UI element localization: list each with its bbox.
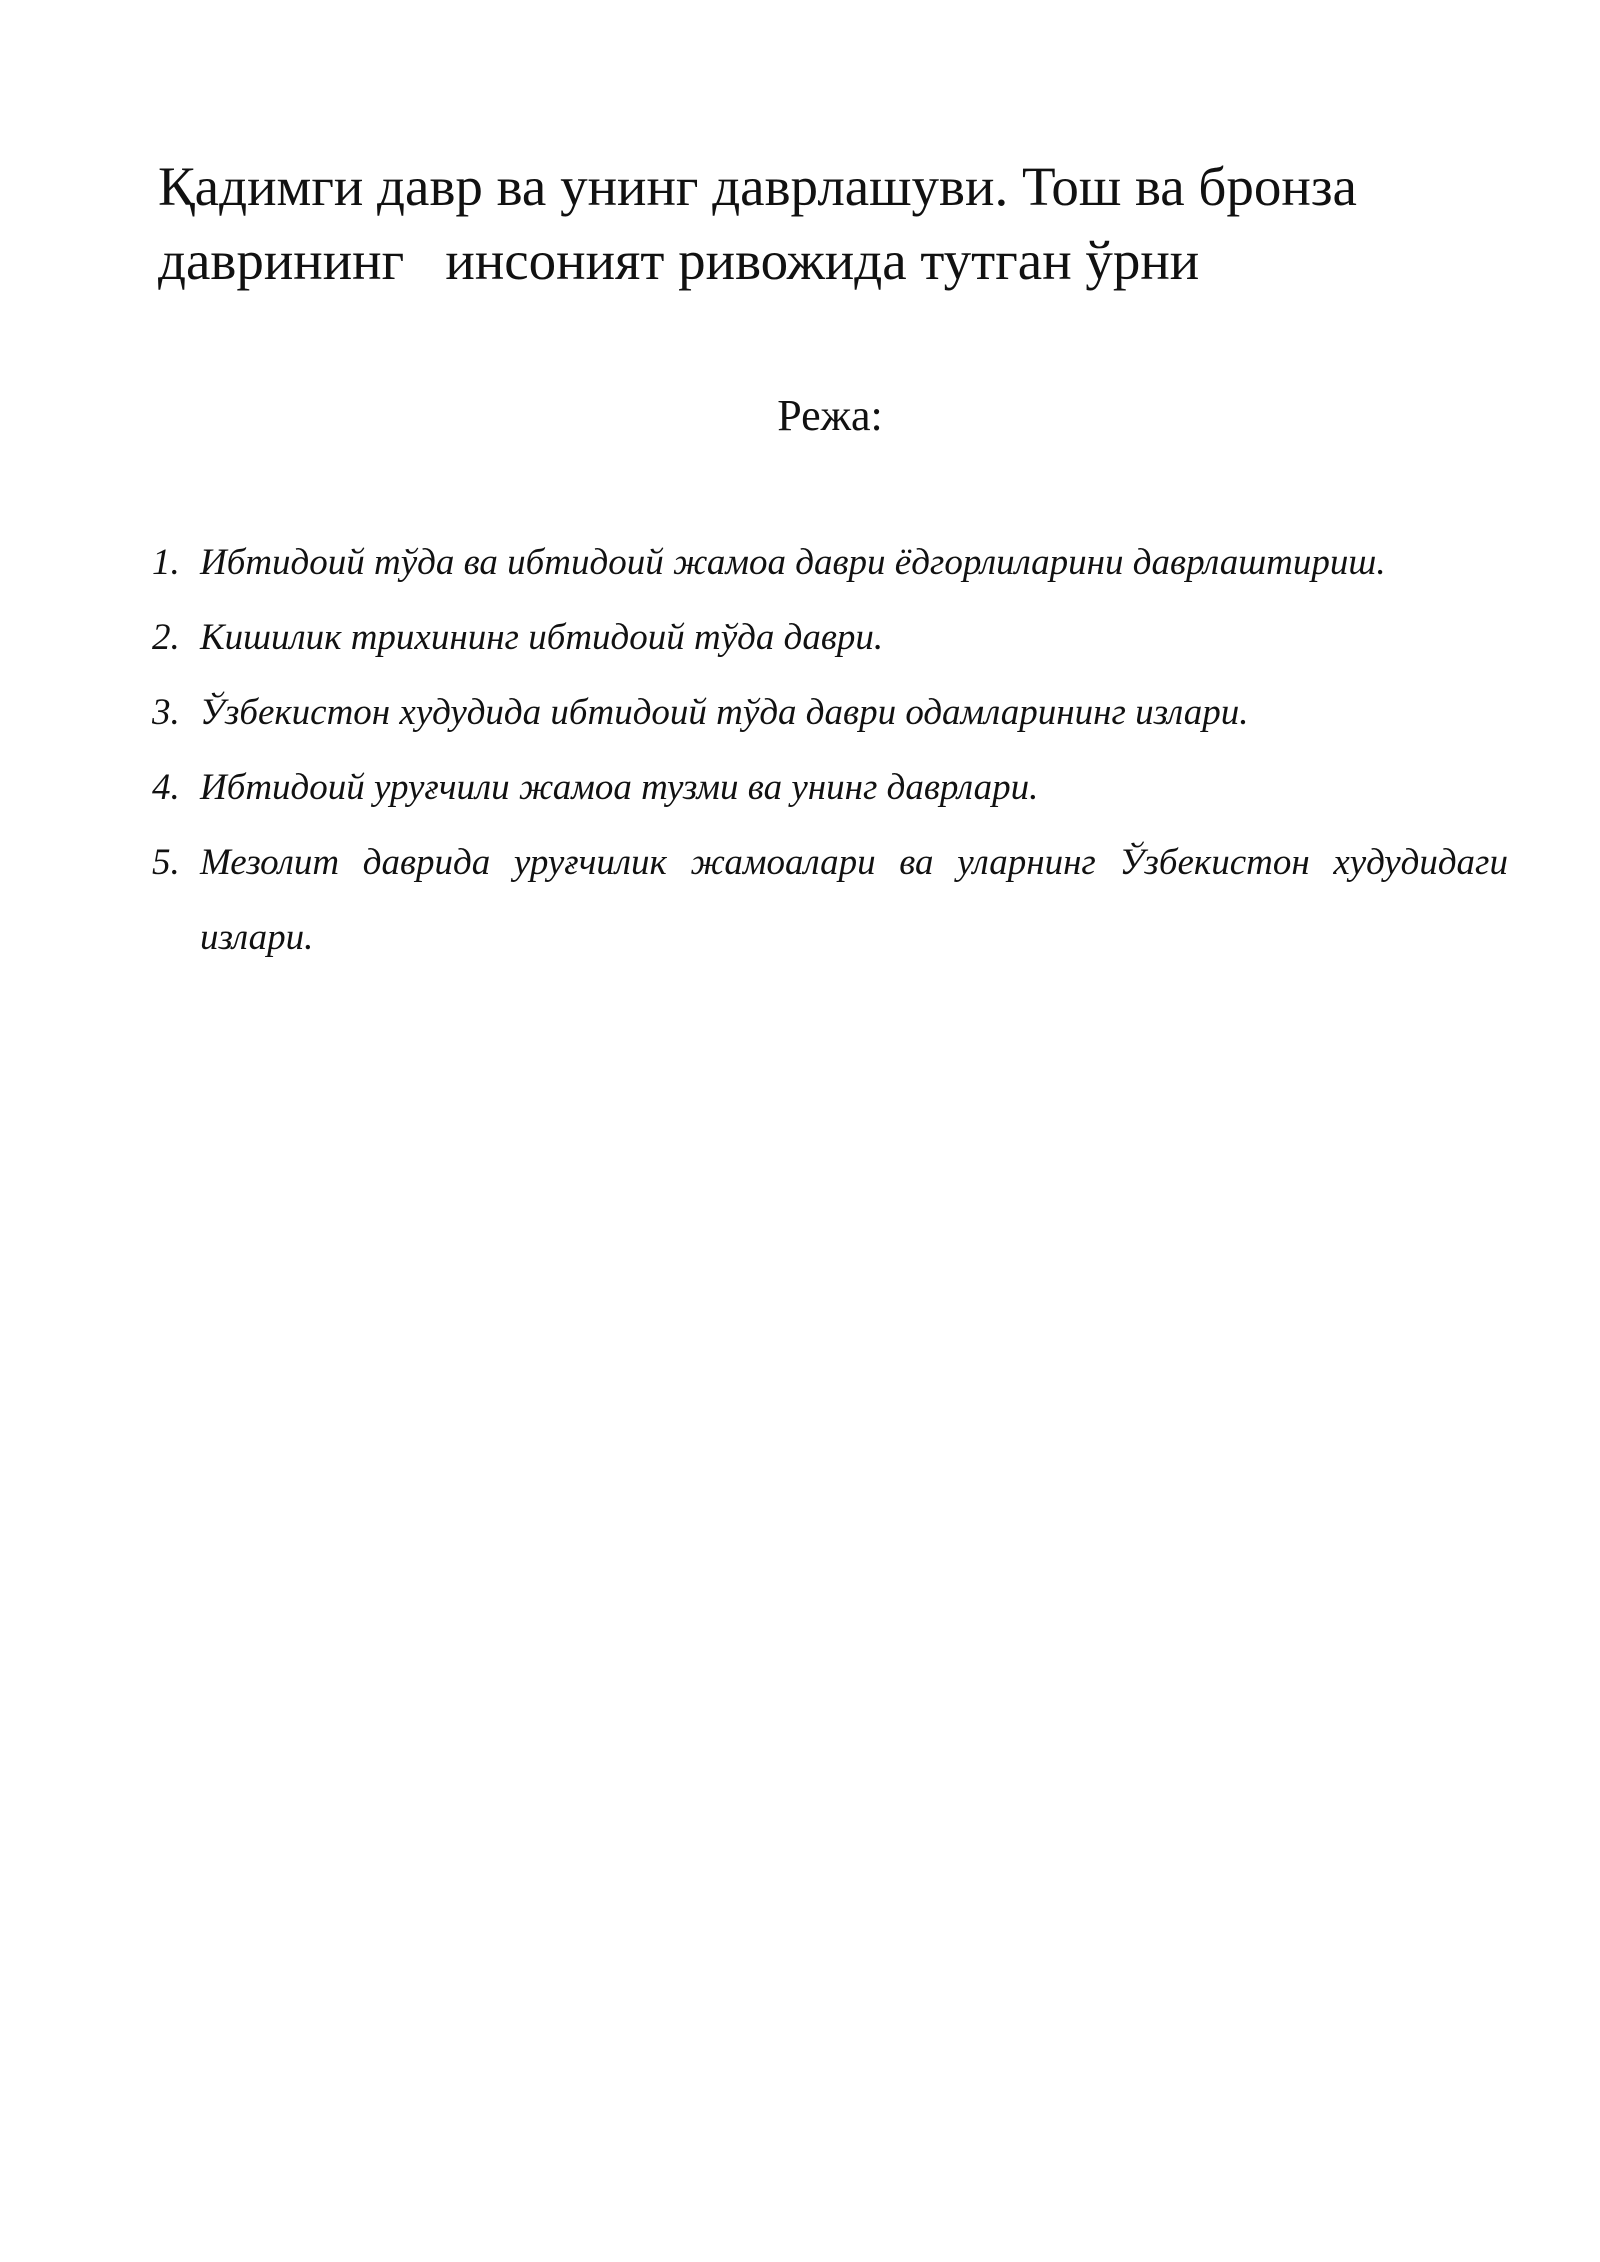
plan-item [148,825,1508,975]
plan-item [148,525,1508,600]
plan-item-text: Ибтидоий тўда ва ибтидоий жамоа даври ёдгорлиларини даврлаштириш. [200,542,1386,583]
plan-heading: Режа: [777,391,883,440]
plan-item-number: 1. [152,542,180,583]
plan-item-text: Кишилик трихининг ибтидоий тўда даври. [200,617,884,658]
plan-item-number: 3. [152,692,180,733]
plan-item [148,750,1508,825]
title-line-1: Қадимги давр ва унинг даврлашуви. Тош ва бронза [158,156,1357,217]
plan-list [148,525,1508,975]
plan-item-text: Ибтидоий уруғчили жамоа тузми ва унинг даврлари. [200,767,1039,808]
plan-item-number: 5. [152,842,180,883]
plan-item-number: 2. [152,617,180,658]
plan-item [148,600,1508,675]
title-line-2: даврининг инсоният ривожида тутган ўрни [158,230,1200,291]
plan-item-text: Ўзбекистон худудида ибтидоий тўда даври одамларининг излари. [200,692,1249,733]
plan-item-number: 4. [152,767,180,808]
plan-item [148,675,1508,750]
document-title [158,150,1498,298]
plan-item-text: Мезолит даврида уруғчилик жамоалари ва уларнинг Ўзбекистон худудидаги излари. [200,842,1508,958]
